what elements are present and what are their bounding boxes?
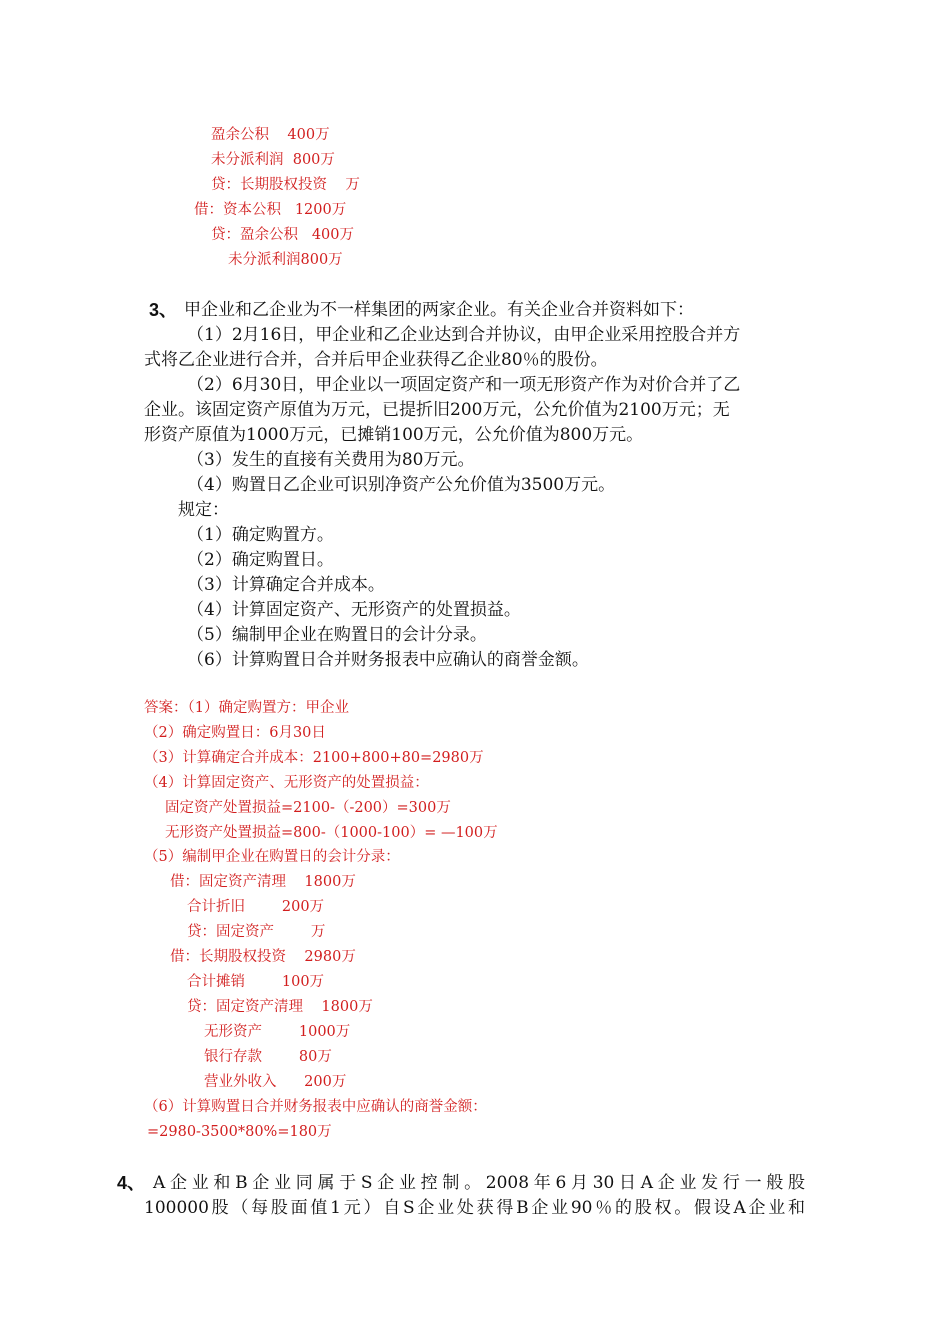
- question-text: （4）购置日乙企业可识别净资产公允价值为3500万元。: [187, 475, 616, 495]
- answer-line: 借：固定资产清理 1800万: [170, 874, 356, 890]
- answer-line: （4）计算固定资产、无形资产的处置损益：: [144, 775, 429, 791]
- answer-line: 借：资本公积 1200万: [194, 202, 347, 218]
- answer-line: 未分派利润 800万: [211, 152, 335, 168]
- answer-line: 营业外收入 200万: [204, 1074, 347, 1090]
- question-text: （3）计算确定合并成本。: [187, 575, 385, 595]
- answer-line: 合计摊销 100万: [187, 974, 325, 990]
- answer-line: =2980-3500*80%=180万: [147, 1124, 332, 1140]
- answer-line: （3）计算确定合并成本：2100+800+80=2980万: [144, 750, 484, 766]
- question-text: （5）编制甲企业在购置日的会计分录。: [187, 625, 487, 645]
- question-text: 甲企业和乙企业为不一样集团的两家企业。有关企业合并资料如下：: [184, 300, 694, 320]
- answer-line: 贷：固定资产清理 1800万: [187, 999, 373, 1015]
- answer-line: （2）确定购置日：6月30日: [144, 725, 326, 741]
- question-text: 企业。该固定资产原值为万元，已提折旧200万元，公允价值为2100万元；无: [144, 400, 730, 420]
- question-text: A企业和B企业同属于S企业控制。2008年6月30日A企业发行一般股: [153, 1173, 805, 1193]
- answer-line: （5）编制甲企业在购置日的会计分录：: [144, 849, 400, 865]
- answer-line: 贷：长期股权投资 万: [211, 177, 360, 193]
- question-text: 规定：: [178, 500, 229, 520]
- answer-line: 贷：盈余公积 400万: [211, 227, 355, 243]
- answer-line: 无形资产 1000万: [204, 1024, 351, 1040]
- question-text: （2）6月30日，甲企业以一项固定资产和一项无形资产作为对价合并了乙: [187, 375, 741, 395]
- question-text: （3）发生的直接有关费用为80万元。: [187, 450, 475, 470]
- question-text: 式将乙企业进行合并，合并后甲企业获得乙企业80％的股份。: [144, 350, 608, 370]
- question-number: 4、: [117, 1173, 146, 1193]
- answer-line: 合计折旧 200万: [187, 899, 325, 915]
- answer-line: 银行存款 80万: [204, 1049, 332, 1065]
- question-text: （2）确定购置日。: [187, 550, 334, 570]
- answer-line: 贷：固定资产 万: [187, 924, 326, 940]
- question-text: 形资产原值为1000万元，已摊销100万元，公允价值为800万元。: [144, 425, 644, 445]
- question-text: （1）确定购置方。: [187, 525, 334, 545]
- question-text: 100000股（每股面值1元）自S企业处获得B企业90％的股权。假设A企业和: [144, 1198, 805, 1218]
- answer-line: 固定资产处置损益=2100-（-200）=300万: [165, 800, 451, 816]
- answer-line: （6）计算购置日合并财务报表中应确认的商誉金额：: [144, 1099, 487, 1115]
- answer-line: 盈余公积 400万: [211, 127, 330, 143]
- answer-line: 借：长期股权投资 2980万: [170, 949, 356, 965]
- answer-line: 答案：（1）确定购置方：甲企业: [144, 700, 349, 716]
- question-text: （1）2月16日，甲企业和乙企业达到合并协议，由甲企业采用控股合并方: [187, 325, 741, 345]
- question-text: （6）计算购置日合并财务报表中应确认的商誉金额。: [187, 650, 589, 670]
- answer-line: 未分派利润800万: [228, 252, 343, 268]
- question-text: （4）计算固定资产、无形资产的处置损益。: [187, 600, 521, 620]
- answer-line: 无形资产处置损益=800-（1000-100）= —100万: [165, 825, 498, 841]
- question-number: 3、: [149, 300, 178, 320]
